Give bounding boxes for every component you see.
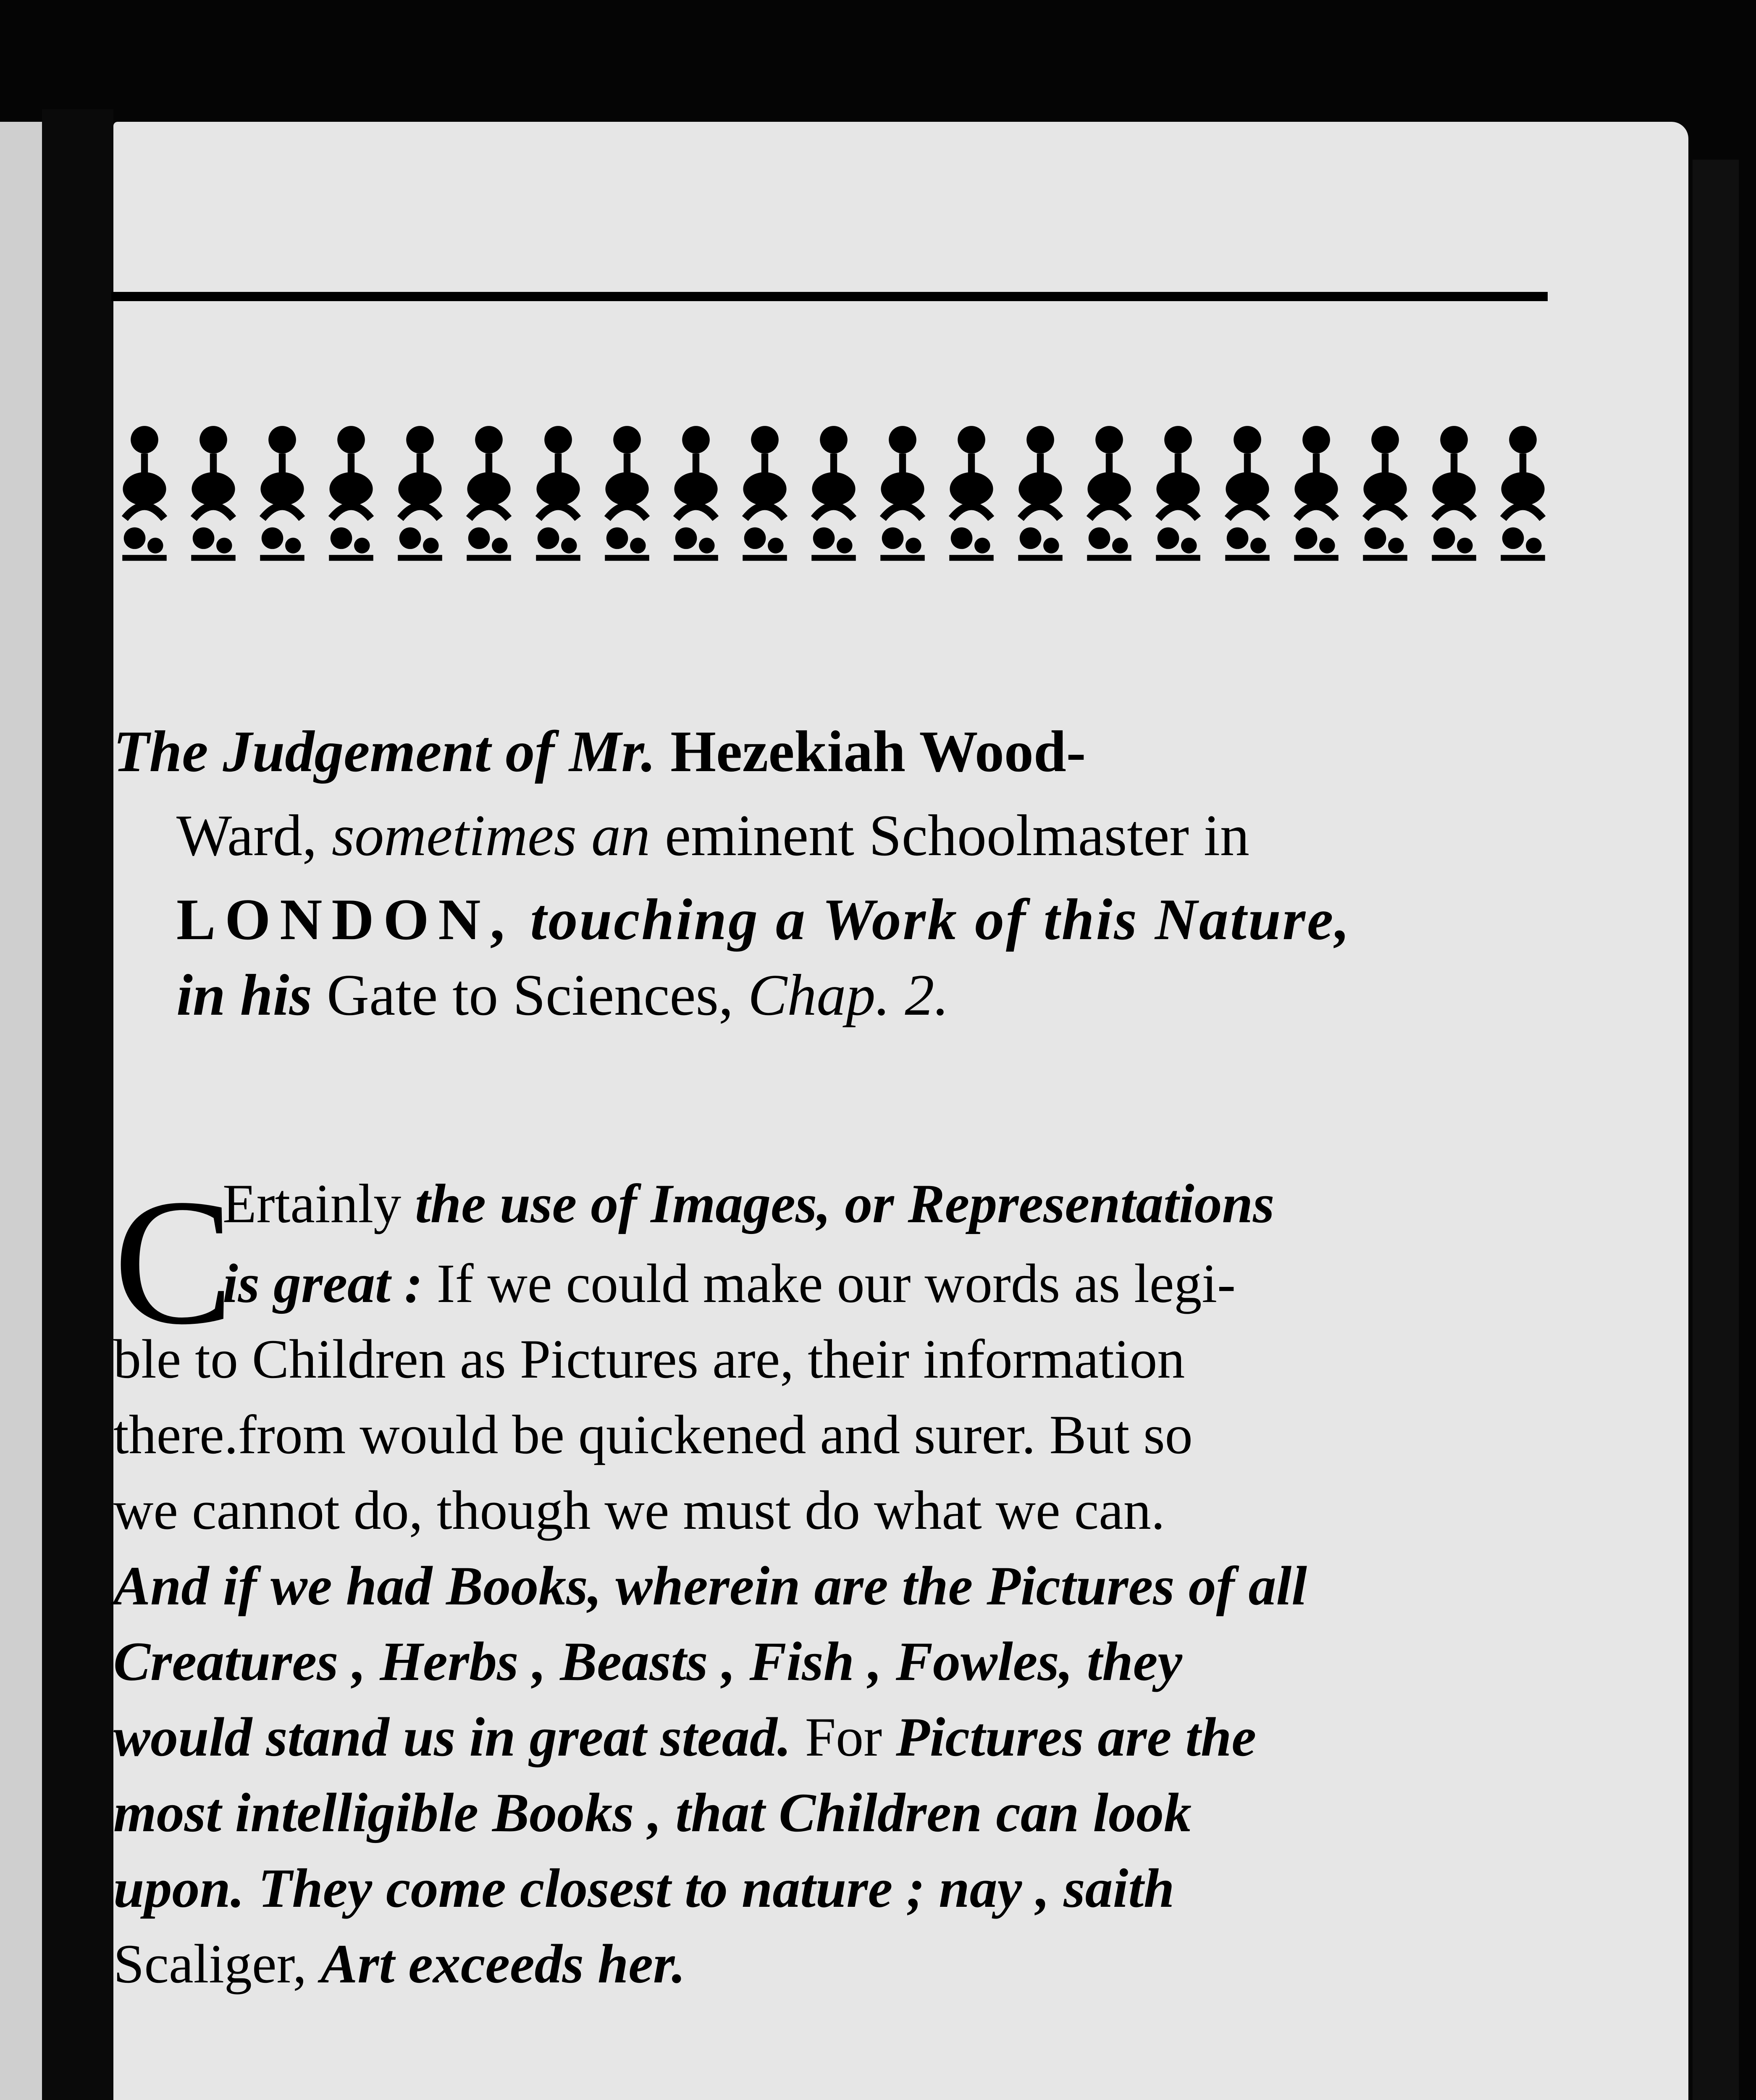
fleuron-icon: [257, 420, 307, 563]
body-line-11: [113, 1933, 686, 1995]
heading-role: eminent Schoolmaster in: [664, 803, 1249, 868]
body-line-3: ble to Children as Pictures are, their information: [113, 1328, 1185, 1390]
fleuron-icon: [1223, 420, 1272, 563]
fleuron-icon: [120, 420, 169, 563]
fleuron-icon: [1429, 420, 1479, 563]
heading-author-surname-end: Ward,: [176, 803, 317, 868]
body-line-6: And if we had Books, wherein are the Pictures of all: [113, 1555, 1307, 1617]
body-text-run: the use of Images, or Representations: [415, 1173, 1275, 1234]
printers-ornament-band: [120, 420, 1548, 563]
heading-subject: touching a Work of this Nature,: [530, 887, 1352, 952]
fleuron-icon: [1084, 420, 1134, 563]
book-fore-edge: [1693, 160, 1739, 2100]
heading-city: LONDON,: [176, 887, 514, 952]
body-text-run: Ertainly: [223, 1173, 402, 1234]
heading-line-4: [176, 963, 949, 1028]
body-text-run: Scaliger,: [113, 1933, 307, 1995]
body-line-5: we cannot do, though we must do what we can.: [113, 1479, 1165, 1541]
body-text-run: If we could make our words as legi-: [436, 1252, 1236, 1314]
fleuron-icon: [1153, 420, 1203, 563]
fleuron-icon: [1016, 420, 1065, 563]
heading-line-2: [176, 803, 1249, 868]
fleuron-icon: [1360, 420, 1410, 563]
fleuron-icon: [1291, 420, 1341, 563]
body-line-8: [113, 1706, 1257, 1768]
book-gutter: [42, 109, 113, 2100]
fleuron-icon: [464, 420, 514, 563]
body-text-run: saith: [1063, 1857, 1175, 1919]
fleuron-icon: [740, 420, 790, 563]
body-line-7: Creatures , Herbs , Beasts , Fish , Fowles, they: [113, 1630, 1182, 1692]
fleuron-icon: [1498, 420, 1548, 563]
fleuron-icon: [602, 420, 652, 563]
heading-line-1: [113, 719, 1086, 784]
body-text-run: Pictures are the: [896, 1706, 1257, 1768]
body-line-9: most intelligible Books , that Children can look: [113, 1782, 1192, 1843]
body-text-run: is great :: [223, 1252, 423, 1314]
heading-author-name: Hezekiah Wood-: [670, 719, 1086, 784]
fleuron-icon: [671, 420, 721, 563]
body-text-run: would stand us in great stead.: [113, 1706, 791, 1768]
fleuron-icon: [395, 420, 445, 563]
heading-source-prefix: in his: [176, 963, 312, 1028]
body-line-10: [113, 1857, 1175, 1919]
heading-descriptor: sometimes an: [331, 803, 650, 868]
heading-title-prefix: The Judgement of Mr.: [113, 719, 656, 784]
fleuron-icon: [189, 420, 238, 563]
body-line-4: there.from would be quickened and surer. But so: [113, 1404, 1193, 1465]
fleuron-icon: [533, 420, 583, 563]
body-text-run: Art exceeds her.: [320, 1933, 686, 1995]
fleuron-icon: [326, 420, 376, 563]
heading-chapter-ref: Chap. 2.: [748, 963, 949, 1028]
body-line-1: [223, 1173, 1275, 1234]
heading-line-3: [176, 887, 1352, 952]
fleuron-icon: [947, 420, 996, 563]
heading-source-title: Gate to Sciences,: [327, 963, 733, 1028]
fleuron-icon: [809, 420, 858, 563]
fleuron-icon: [878, 420, 927, 563]
body-line-2: [223, 1252, 1236, 1314]
body-text-run: upon. They come closest to nature ; nay ,: [113, 1857, 1050, 1919]
drop-cap: C: [113, 1162, 234, 1362]
body-text-run: For: [805, 1706, 882, 1768]
top-rule: [111, 292, 1548, 301]
